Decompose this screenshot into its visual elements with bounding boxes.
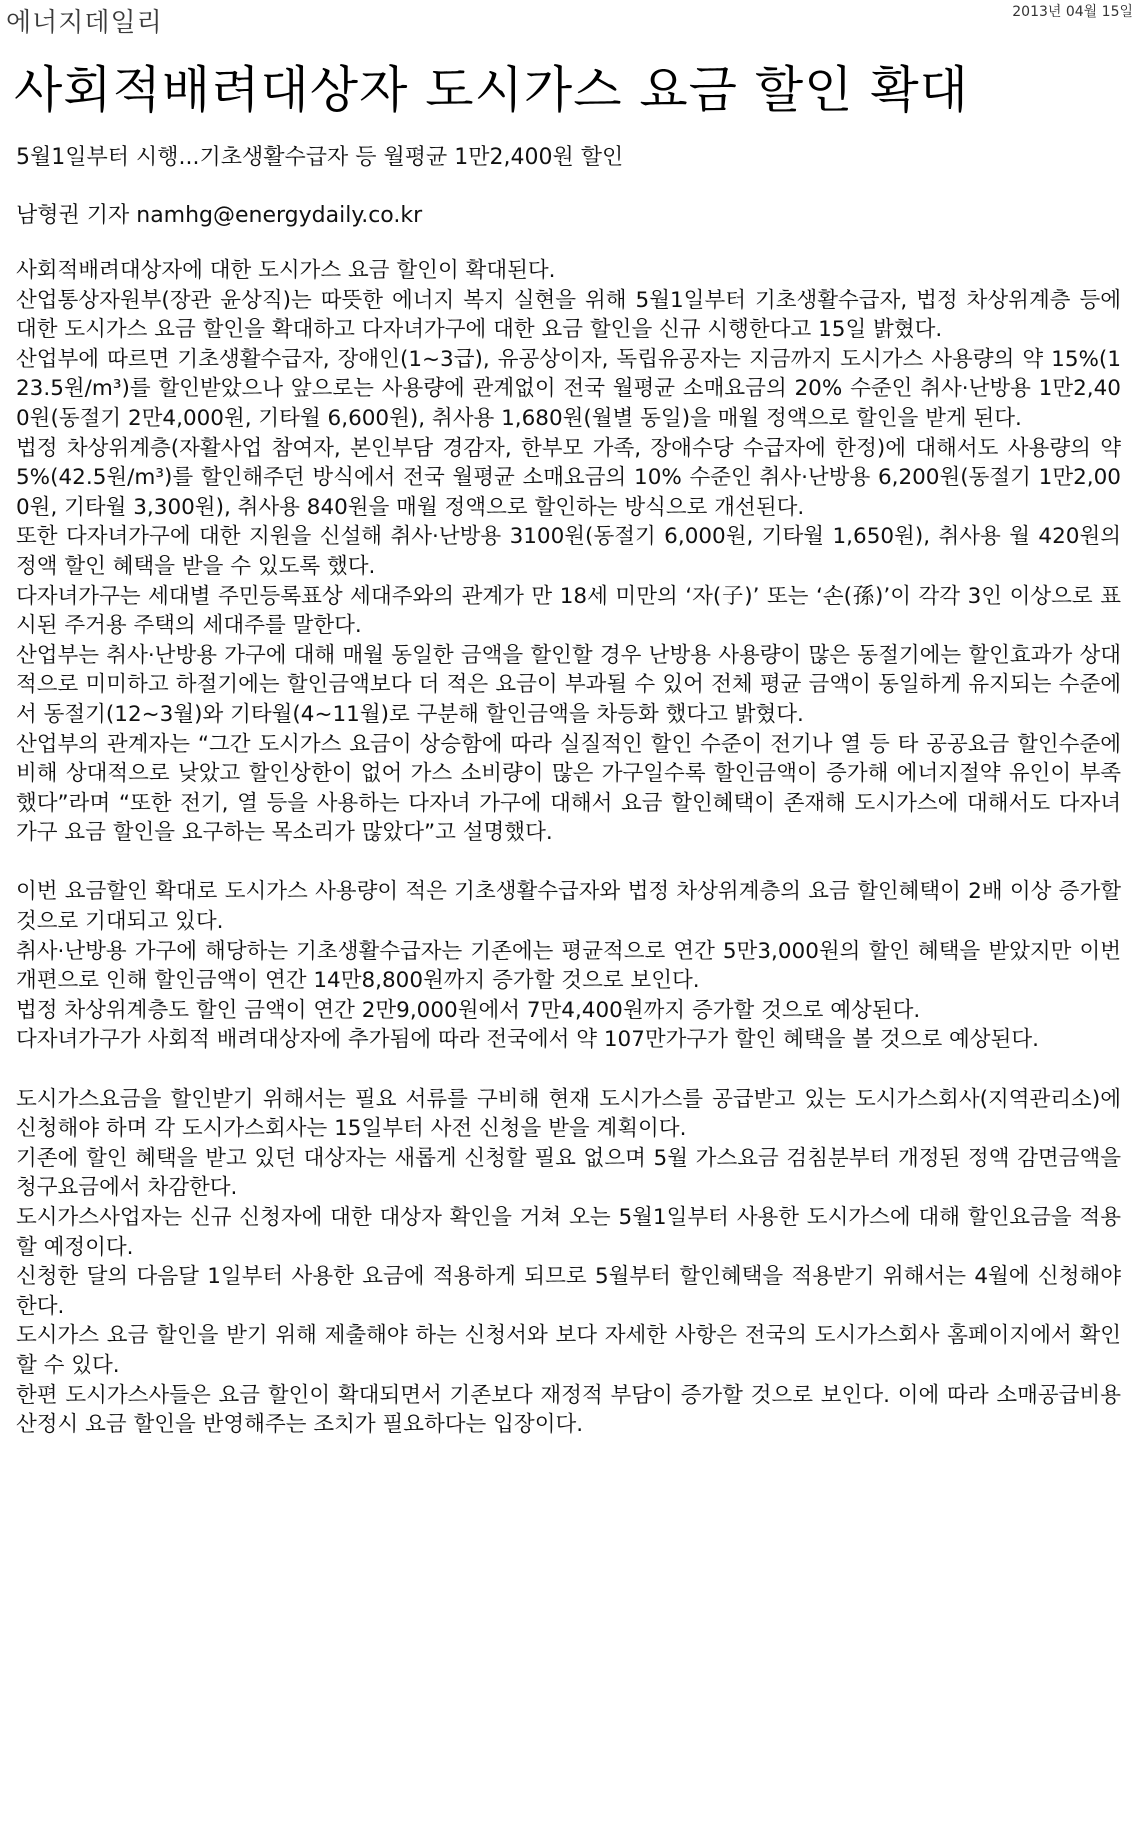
section-gap	[16, 1055, 1121, 1085]
paragraph: 산업부의 관계자는 “그간 도시가스 요금이 상승함에 따라 실질적인 할인 수준이 전기나 열 등 타 공공요금 할인수준에 비해 상대적으로 낮았고 할인상한이 없어 가스 소비량이 많은 가구일수록 할인금액이 증가해 에너지절약 유인이 부족했다”라며 “또한 전기, 열 등을 사용하는 다자녀 가구에 대해서 요금 할인혜택이 존재해 도시가스에 대해서도 다자녀 가구 요금 할인을 요구하는 목소리가 많았다”고 설명했다.	[16, 731, 1121, 846]
paragraph: 취사·난방용 가구에 해당하는 기초생활수급자는 기존에는 평균적으로 연간 5만3,000원의 할인 혜택을 받았지만 이번 개편으로 인해 할인금액이 연간 14만8,800원까지 증가할 것으로 보인다.	[16, 938, 1121, 994]
paragraph: 도시가스요금을 할인받기 위해서는 필요 서류를 구비해 현재 도시가스를 공급받고 있는 도시가스회사(지역관리소)에 신청해야 하며 각 도시가스회사는 15일부터 사전 신청을 받을 계획이다.	[16, 1086, 1121, 1142]
paragraph: 도시가스 요금 할인을 받기 위해 제출해야 하는 신청서와 보다 자세한 사항은 전국의 도시가스회사 홈페이지에서 확인할 수 있다.	[16, 1323, 1121, 1378]
paragraph: 법정 차상위계층(자활사업 참여자, 본인부담 경감자, 한부모 가족, 장애수당 수급자에 한정)에 대해서도 사용량의 약 5%(42.5원/m³)를 할인해주던 방식에서 전국 월평균 소매요금의 10% 수준인 취사·난방용 6,200원(동절기 1만2,000원, 기타월 3,300원), 취사용 840원을 매월 정액으로 할인하는 방식으로 개선된다.	[16, 435, 1121, 520]
article-subheadline: 5월1일부터 시행...기초생활수급자 등 월평균 1만2,400원 할인	[16, 145, 624, 170]
paragraph: 사회적배려대상자에 대한 도시가스 요금 할인이 확대된다.	[16, 258, 556, 283]
paragraph: 한편 도시가스사들은 요금 할인이 확대되면서 기존보다 재정적 부담이 증가할 것으로 보인다. 이에 따라 소매공급비용 산정시 요금 할인을 반영해주는 조치가 필요하다는 입장이다.	[16, 1382, 1121, 1438]
paragraph: 도시가스사업자는 신규 신청자에 대한 대상자 확인을 거쳐 오는 5월1일부터 사용한 도시가스에 대해 할인요금을 적용할 예정이다.	[16, 1205, 1121, 1260]
paragraph: 다자녀가구가 사회적 배려대상자에 추가됨에 따라 전국에서 약 107만가구가 할인 혜택을 볼 것으로 예상된다.	[16, 1027, 1039, 1053]
paragraph: 산업통상자원부(장관 윤상직)는 따뜻한 에너지 복지 실현을 위해 5월1일부터 기초생활수급자, 법정 차상위계층 등에 대한 도시가스 요금 할인을 확대하고 다자녀가구에 대한 요금 할인을 신규 시행한다고 15일 밝혔다.	[16, 287, 1121, 343]
paragraph: 산업부는 취사·난방용 가구에 대해 매월 동일한 금액을 할인할 경우 난방용 사용량이 많은 동절기에는 할인효과가 상대적으로 미미하고 하절기에는 할인금액보다 더 적은 요금이 부과될 수 있어 전체 평균 금액이 동일하게 유지되는 수준에서 동절기(12~3월)와 기타월(4~11월)로 구분해 할인금액을 차등화 했다고 밝혔다.	[16, 642, 1121, 727]
paragraph: 산업부에 따르면 기초생활수급자, 장애인(1~3급), 유공상이자, 독립유공자는 지금까지 도시가스 사용량의 약 15%(123.5원/m³)를 할인받았으나 앞으로는 사용량에 관계없이 전국 월평균 소매요금의 20% 수준인 취사·난방용 1만2,400원(동절기 2만4,000원, 기타월 6,600원), 취사용 1,680원(월별 동일)을 매월 정액으로 할인을 받게 된다.	[16, 346, 1121, 431]
article-byline: 남형권 기자 namhg@energydaily.co.kr	[16, 203, 423, 228]
paragraph: 기존에 할인 혜택을 받고 있던 대상자는 새롭게 신청할 필요 없으며 5월 가스요금 검침분부터 개정된 정액 감면금액을 청구요금에서 차감한다.	[16, 1145, 1121, 1201]
article-body	[16, 256, 1121, 1440]
paragraph: 다자녀가구는 세대별 주민등록표상 세대주와의 관계가 만 18세 미만의 ‘자(子)’ 또는 ‘손(孫)’이 각각 3인 이상으로 표시된 주거용 주택의 세대주를 말한다.	[16, 583, 1121, 639]
paragraph: 신청한 달의 다음달 1일부터 사용한 요금에 적용하게 되므로 5월부터 할인혜택을 적용받기 위해서는 4월에 신청해야 한다.	[16, 1264, 1121, 1319]
publication-name: 에너지데일리	[6, 8, 163, 38]
article-headline: 사회적배려대상자 도시가스 요금 할인 확대	[14, 61, 969, 119]
publication-date: 2013년 04월 15일	[1012, 4, 1133, 20]
paragraph: 이번 요금할인 확대로 도시가스 사용량이 적은 기초생활수급자와 법정 차상위계층의 요금 할인혜택이 2배 이상 증가할 것으로 기대되고 있다.	[16, 879, 1121, 935]
paragraph: 법정 차상위계층도 할인 금액이 연간 2만9,000원에서 7만4,400원까지 증가할 것으로 예상된다.	[16, 997, 921, 1023]
top-bar	[0, 0, 1137, 36]
section-gap	[16, 848, 1121, 878]
paragraph: 또한 다자녀가구에 대한 지원을 신설해 취사·난방용 3100원(동절기 6,000원, 기타월 1,650원), 취사용 월 420원의 정액 할인 혜택을 받을 수 있도록 했다.	[16, 524, 1121, 579]
